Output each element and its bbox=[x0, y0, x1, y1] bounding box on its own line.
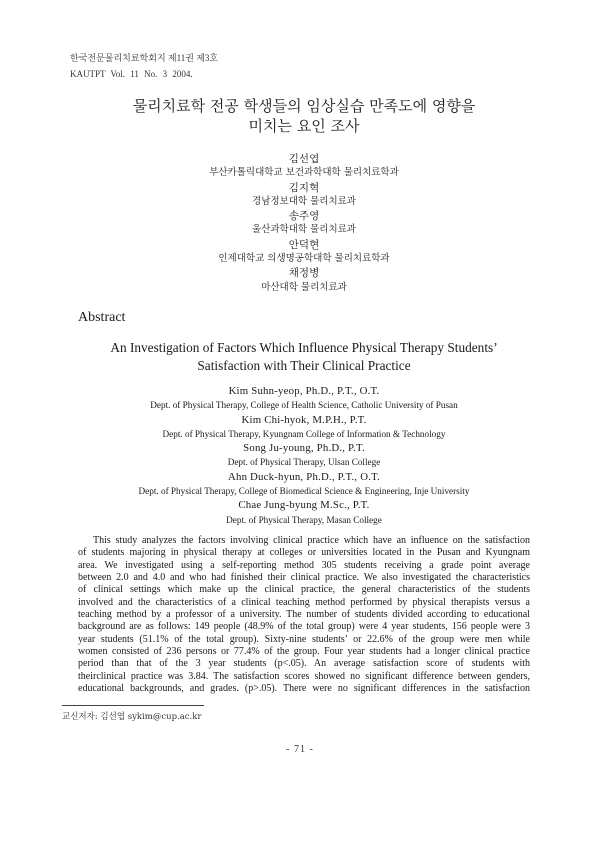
abstract-line: women consisted of 236 persons or 77.4% of the group. Four year students had a longer clinical practice bbox=[78, 646, 530, 658]
journal-header bbox=[70, 50, 218, 82]
abstract-line: teaching method by a professor of a university. The number of students divided according to educational bbox=[78, 609, 530, 621]
english-author-name: Song Ju-young, Ph.D., P.T. bbox=[243, 442, 365, 455]
abstract-line: theirclinical practice was 3.84. The satisfaction scores showed no significant difference between genders, bbox=[78, 670, 530, 682]
abstract-line: period than that of the 3 year students (p<.05). An average satisfaction score of students with bbox=[78, 658, 530, 670]
english-author-affiliation: Dept. of Physical Therapy, College of Health Science, Catholic University of Pusan bbox=[150, 400, 458, 411]
english-author-name: Kim Chi-hyok, M.P.H., P.T. bbox=[241, 413, 367, 426]
english-author-list bbox=[78, 384, 530, 527]
abstract-heading: Abstract bbox=[78, 310, 126, 325]
korean-author-name: 채정병 bbox=[288, 267, 320, 280]
korean-title bbox=[78, 96, 530, 136]
corresponding-author-footnote: 교신저자: 김선엽 sykim@cup.ac.kr bbox=[62, 712, 202, 722]
korean-author-affiliation: 마산대학 물리치료과 bbox=[261, 281, 347, 293]
english-author-affiliation: Dept. of Physical Therapy, Kyungnam College of Information & Technology bbox=[162, 428, 446, 439]
korean-author-name: 김지혁 bbox=[288, 181, 320, 194]
abstract-line: of clinical settings which make up the clinical practice, the general characteristics of the students bbox=[78, 584, 530, 596]
english-author-name: Ahn Duck-hyun, Ph.D., P.T., O.T. bbox=[227, 470, 381, 483]
korean-author-affiliation: 울산과학대학 물리치료과 bbox=[252, 224, 356, 236]
footnote-divider bbox=[62, 705, 204, 706]
journal-name: 한국전문물리치료학회지 제11권 제3호 bbox=[70, 53, 219, 63]
abstract-line: between 2.0 and 4.0 and who had finished their clinical practice. We also investigated the characteristics bbox=[78, 572, 530, 584]
abstract-line: area. We investigated using a self-reporting method 305 students receiving a grade point average bbox=[78, 559, 530, 571]
journal-volume-line: KAUTPT Vol. 11 No. 3 2004. bbox=[70, 69, 193, 79]
korean-author-name: 안덕현 bbox=[288, 238, 320, 251]
korean-author-affiliation: 인제대학교 의생명공학대학 물리치료학과 bbox=[218, 253, 390, 265]
korean-author-name: 송주영 bbox=[288, 210, 320, 223]
english-title-line: Satisfaction with Their Clinical Practice bbox=[197, 358, 411, 373]
english-author-affiliation: Dept. of Physical Therapy, College of Biomedical Science & Engineering, Inje University bbox=[138, 486, 470, 497]
korean-title-line: 물리치료학 전공 학생들의 임상실습 만족도에 영향을 bbox=[132, 97, 476, 115]
korean-author-affiliation: 부산카톨릭대학교 보건과학대학 물리치료학과 bbox=[209, 167, 399, 179]
english-title bbox=[78, 339, 530, 375]
korean-author-affiliation: 경남정보대학 물리치료과 bbox=[252, 195, 356, 207]
english-author-name: Kim Suhn-yeop, Ph.D., P.T., O.T. bbox=[228, 385, 380, 397]
english-author-affiliation: Dept. of Physical Therapy, Masan College bbox=[226, 514, 382, 525]
abstract-line: involved and the characteristics of a clinical teaching method performed by physical therapists versus a bbox=[78, 596, 530, 608]
abstract-line: of students majoring in physical therapy at colleges or universities located in the Pusan and Kyungnam bbox=[78, 547, 530, 559]
abstract-line: This study analyzes the factors involving clinical practice which have an influence on the satisfaction bbox=[93, 535, 530, 546]
abstract-line: educational backgrounds, and grades. (p>.05). There were no significant differences in the satisfaction bbox=[78, 683, 530, 695]
korean-title-line: 미치는 요인 조사 bbox=[248, 117, 360, 135]
korean-author-name: 김선엽 bbox=[288, 153, 320, 165]
page-number: - 71 - bbox=[286, 744, 314, 755]
abstract-line: background are as follows: 149 people (48.9% of the total group) were 4 year students, 156 people were 3 bbox=[78, 621, 530, 633]
korean-author-list bbox=[78, 152, 530, 295]
english-title-line: An Investigation of Factors Which Influence Physical Therapy Students’ bbox=[110, 340, 498, 355]
english-author-name: Chae Jung-byung M.Sc., P.T. bbox=[238, 499, 370, 512]
abstract-paragraph bbox=[78, 535, 530, 695]
abstract-line: year students (51.1% of the total group). Sixty-nine students’ or 22.6% of the group were men while bbox=[78, 633, 530, 645]
english-author-affiliation: Dept. of Physical Therapy, Ulsan College bbox=[227, 457, 381, 468]
